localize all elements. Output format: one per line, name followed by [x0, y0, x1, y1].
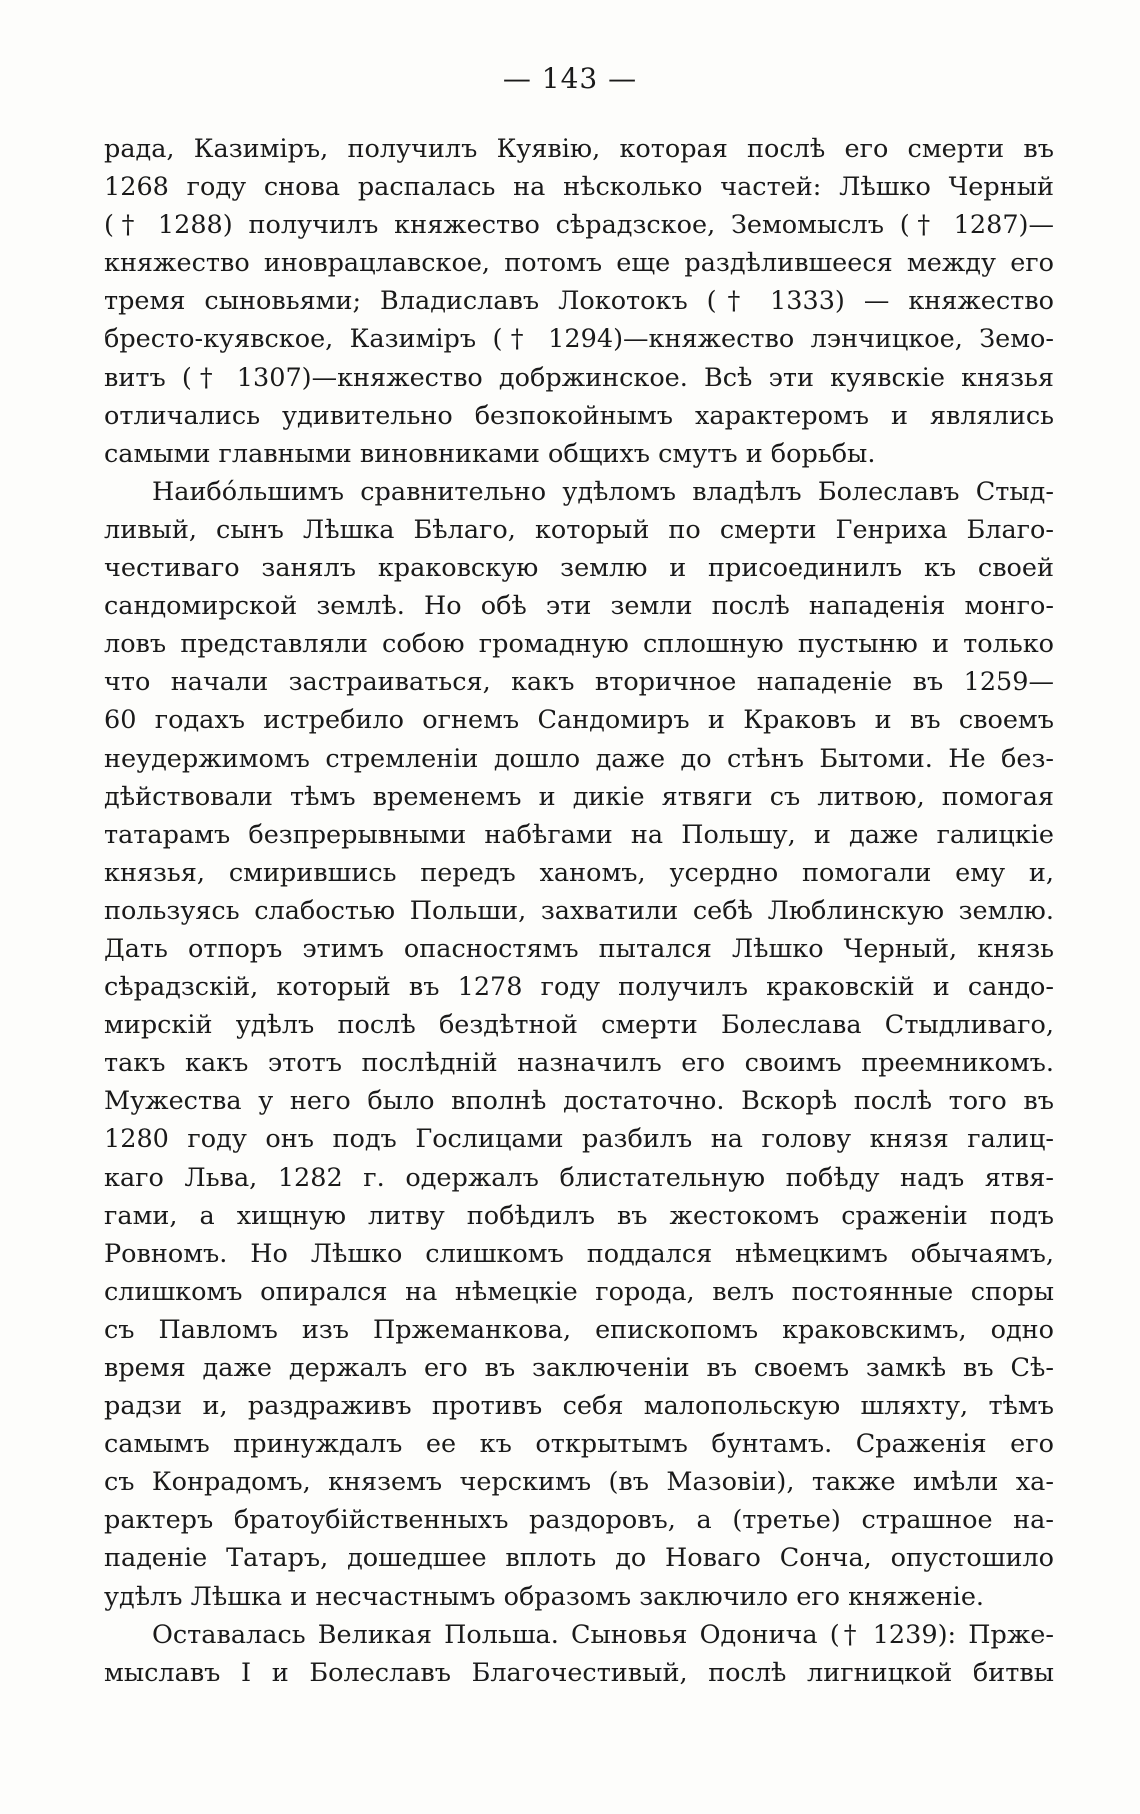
text-line: самымъ принуждалъ ее къ открытымъ бунтамъ. Сраженія его — [104, 1429, 1054, 1460]
text-line: княжество иноврацлавское, потомъ еще раздѣлившееся между его — [104, 248, 1054, 279]
text-line: такъ какъ этотъ послѣдній назначилъ его своимъ преемникомъ. — [104, 1048, 1054, 1079]
text-line: Дать отпоръ этимъ опасностямъ пытался Лѣшко Черный, князь — [104, 933, 1054, 964]
text-line: слишкомъ опирался на нѣмецкіе города, велъ постоянные споры — [104, 1276, 1054, 1307]
text-line: Наибо́льшимъ сравнительно удѣломъ владѣлъ Болеславъ Стыд- — [152, 476, 1054, 507]
text-line: ливый, сынъ Лѣшка Бѣлаго, который по смерти Генриха Благо- — [104, 514, 1054, 545]
text-line: 60 годахъ истребило огнемъ Сандомиръ и Краковъ и въ своемъ — [104, 705, 1054, 736]
text-line: неудержимомъ стремленіи дошло даже до стѣнъ Бытоми. Не без- — [104, 743, 1054, 774]
text-line: честиваго занялъ краковскую землю и присоединилъ къ своей — [104, 553, 1054, 584]
text-line: отличались удивительно безпокойнымъ характеромъ и являлись — [104, 400, 1054, 431]
text-line: сѣрадзскій, который въ 1278 году получилъ краковскій и сандо- — [104, 972, 1054, 1003]
body-text — [104, 130, 1054, 1692]
text-line: князья, смирившись передъ ханомъ, усердно помогали ему и, — [104, 857, 1054, 888]
text-line: удѣлъ Лѣшка и несчастнымъ образомъ заключило его княженіе. — [104, 1581, 985, 1612]
text-line: съ Конрадомъ, княземъ черскимъ (въ Мазовіи), также имѣли ха- — [104, 1467, 1054, 1498]
text-line: 1280 году онъ подъ Гослицами разбилъ на голову князя галиц- — [104, 1124, 1054, 1155]
text-line: татарамъ безпрерывными набѣгами на Польшу, и даже галицкіе — [104, 819, 1054, 850]
text-line: ловъ представляли собою громадную сплошную пустыню и только — [104, 629, 1054, 660]
text-line: рада, Казиміръ, получилъ Куявію, которая послѣ его смерти въ — [104, 134, 1054, 164]
text-line: 1268 году снова распалась на нѣсколько частей: Лѣшко Черный — [104, 172, 1054, 203]
text-line: каго Льва, 1282 г. одержалъ блистательную побѣду надъ ятвя- — [104, 1162, 1054, 1193]
text-line: бресто-куявское, Казиміръ († 1294)—княжество лэнчицкое, Земо- — [104, 324, 1054, 355]
text-line: радзи и, раздраживъ противъ себя малопольскую шляхту, тѣмъ — [104, 1391, 1054, 1422]
text-line: Оставалась Великая Польша. Сыновья Одонича († 1239): Пржe- — [152, 1619, 1054, 1650]
text-line: что начали застраиваться, какъ вторичное нападеніе въ 1259— — [104, 667, 1054, 698]
text-line: († 1288) получилъ княжество сѣрадзское, Земомыслъ († 1287)— — [104, 210, 1054, 241]
text-line: Мужества у него было вполнѣ достаточно. Вскорѣ послѣ того въ — [104, 1086, 1054, 1117]
text-line: мирскій удѣлъ послѣ бездѣтной смерти Болеслава Стыдливаго, — [104, 1010, 1054, 1041]
text-line: рактеръ братоубійственныхъ раздоровъ, а (третье) страшное на- — [104, 1505, 1054, 1536]
text-line: витъ († 1307)—княжество добржинское. Всѣ эти куявскіе князья — [104, 362, 1054, 393]
text-line: пользуясь слабостью Польши, захватили себѣ Люблинскую землю. — [104, 895, 1054, 926]
text-line: мыславъ I и Болеславъ Благочестивый, послѣ лигницкой битвы — [104, 1657, 1054, 1688]
text-line: Ровномъ. Но Лѣшко слишкомъ поддался нѣмецкимъ обычаямъ, — [104, 1238, 1054, 1269]
page-number: — 143 — — [502, 62, 638, 95]
text-line: самыми главными виновниками общихъ смутъ и борьбы. — [104, 438, 876, 469]
text-line: сандомирской землѣ. Но обѣ эти земли послѣ нападенія монго- — [104, 591, 1054, 622]
text-line: тремя сыновьями; Владиславъ Локотокъ († 1333) — княжество — [104, 286, 1054, 317]
text-line: паденіе Татаръ, дошедшее вплоть до Новаго Сонча, опустошило — [104, 1543, 1054, 1574]
text-line: съ Павломъ изъ Пржеманкова, епископомъ краковскимъ, одно — [104, 1314, 1054, 1345]
text-line: время даже держалъ его въ заключеніи въ своемъ замкѣ въ Сѣ- — [104, 1353, 1054, 1383]
text-line: гами, а хищную литву побѣдилъ въ жестокомъ сраженіи подъ — [104, 1200, 1054, 1231]
text-line: дѣйствовали тѣмъ временемъ и дикіе ятвяги съ литвою, помогая — [104, 781, 1054, 812]
